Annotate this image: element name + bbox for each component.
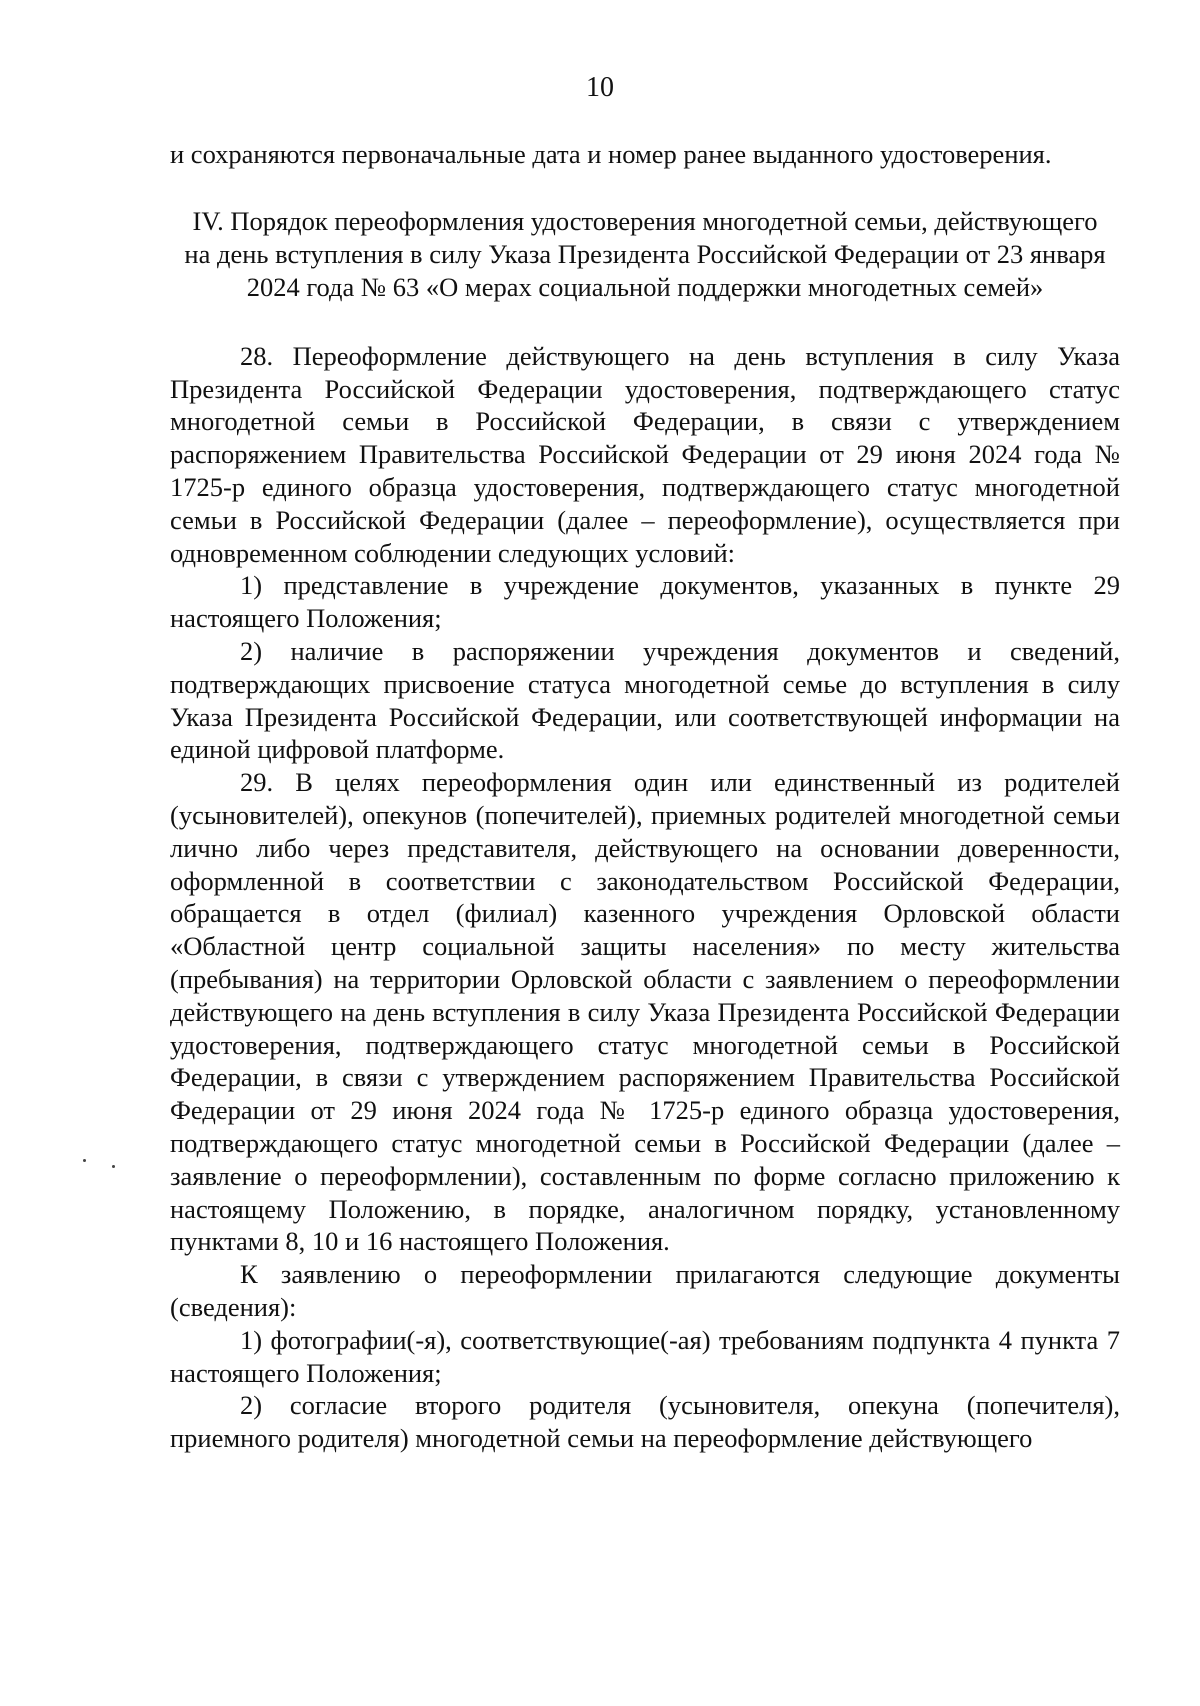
scan-speck bbox=[83, 1159, 86, 1162]
paragraph-29-item-2: 2) согласие второго родителя (усыновителя, опекуна (попечителя), приемного родителя) многодетной семьи на переоформление действующего bbox=[170, 1390, 1120, 1454]
document-body bbox=[170, 138, 1120, 1455]
paragraph-continuation: и сохраняются первоначальные дата и номер ранее выданного удостоверения. bbox=[170, 139, 1052, 169]
paragraph-28: 28. Переоформление действующего на день вступления в силу Указа Президента Российской Федерации удостоверения, подтверждающего статус многодетной семьи в Российской Федерации, в связи с утверждением распоряжением Правительства Российской Федерации от 29 июня 2024 года № 1725-р единого образца удостоверения, подтверждающего статус многодетной семьи в Российской Федерации (далее – переоформление), осуществляется при одновременном соблюдении следующих условий: bbox=[170, 340, 1120, 568]
paragraph-28-item-2: 2) наличие в распоряжении учреждения документов и сведений, подтверждающих присвоение статуса многодетной семье до вступления в силу Указа Президента Российской Федерации, или соответствующей информации на единой цифровой платформе. bbox=[170, 635, 1120, 765]
paragraph-29-attachments: К заявлению о переоформлении прилагаются следующие документы (сведения): bbox=[170, 1259, 1120, 1322]
scan-speck bbox=[112, 1165, 115, 1168]
paragraph-28-item-1: 1) представление в учреждение документов, указанных в пункте 29 настоящего Положения; bbox=[170, 570, 1120, 634]
paragraph-29: 29. В целях переоформления один или единственный из родителей (усыновителей), опекунов (попечителей), приемных родителей многодетной семьи лично либо через представителя, действующего на основании доверенности, оформленной в соответствии с законодательством Российской Федерации, обращается в отдел (филиал) казенного учреждения Орловской области «Областной центр социальной защиты населения» по месту жительства (пребывания) на территории Орловской области с заявлением о переоформлении действующего на день вступления в силу Указа Президента Российской Федерации удостоверения, подтверждающего статус многодетной семьи в Российской Федерации, в связи с утверждением распоряжением Правительства Российской Федерации от 29 июня 2024 года № 1725-р единого образца удостоверения, подтверждающего статус многодетной семьи в Российской Федерации (далее – заявление о переоформлении), составленным по форме согласно приложению к настоящему Положению, в порядке, аналогичном порядку, установленному пунктами 8, 10 и 16 настоящего Положения. bbox=[170, 767, 1120, 1257]
page-number: 10 bbox=[586, 72, 614, 103]
section-title: IV. Порядок переоформления удостоверения многодетной семьи, действующего на день вступления в силу Указа Президента Российской Федерации от 23 января 2024 года № 63 «О мерах социальной поддержки многодетных семей» bbox=[184, 205, 1106, 302]
paragraph-29-item-1: 1) фотографии(-я), соответствующие(-ая) требованиям подпункта 4 пункта 7 настоящего Положения; bbox=[170, 1324, 1120, 1388]
